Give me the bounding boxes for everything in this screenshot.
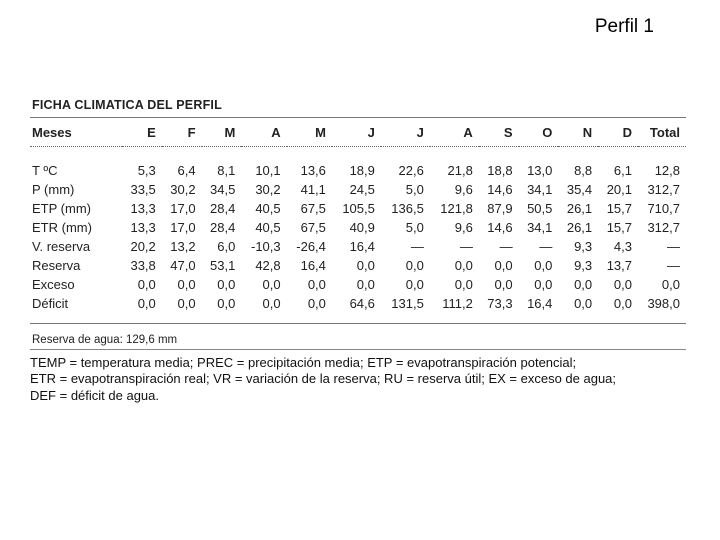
water-reserve — [32, 334, 686, 346]
table-cell: 6,4 — [177, 162, 196, 178]
table-cell: 22,6 — [398, 162, 424, 178]
table-cell: 40,9 — [349, 219, 375, 235]
table-cell: 34,1 — [527, 181, 553, 197]
table-cell: 73,3 — [487, 295, 513, 311]
table-cell: 0,0 — [307, 276, 326, 292]
table-cell: 21,8 — [447, 162, 473, 178]
table-cell: 6,1 — [613, 162, 632, 178]
table-cell: 33,8 — [130, 257, 156, 273]
table-cell: 0,0 — [137, 295, 156, 311]
column-header: J — [367, 124, 375, 140]
table-cell: 41,1 — [300, 181, 326, 197]
table-cell: 40,5 — [255, 219, 281, 235]
table-cell: 710,7 — [647, 200, 680, 216]
table-cell: 17,0 — [170, 219, 196, 235]
table-header — [30, 118, 686, 147]
table-cell: 16,4 — [300, 257, 326, 273]
table-cell: — — [667, 257, 680, 273]
table-cell: 0,0 — [405, 276, 424, 292]
table-cell: 34,5 — [210, 181, 236, 197]
table-cell: 40,5 — [255, 200, 281, 216]
table-cell: 0,0 — [574, 276, 593, 292]
table-cell: 111,2 — [442, 295, 473, 311]
row-label: P (mm) — [32, 181, 75, 197]
table-cell: 47,0 — [170, 257, 196, 273]
table-cell: 53,1 — [210, 257, 236, 273]
column-header: M — [224, 124, 236, 140]
table-cell: 6,0 — [217, 238, 236, 254]
header-label: Meses — [32, 124, 72, 140]
table-cell: 20,1 — [606, 181, 632, 197]
row-label: Exceso — [32, 276, 75, 292]
table-cell: -26,4 — [296, 238, 326, 254]
table-cell: 312,7 — [647, 219, 680, 235]
table-row — [30, 218, 686, 237]
table-cell: 13,3 — [130, 219, 156, 235]
table-cell: 0,0 — [307, 295, 326, 311]
table-cell: 30,2 — [170, 181, 196, 197]
column-header: F — [187, 124, 196, 140]
table-row — [30, 237, 686, 256]
table-cell: 0,0 — [217, 295, 236, 311]
table-cell: 0,0 — [534, 276, 553, 292]
column-header: J — [416, 124, 424, 140]
climate-figure — [30, 98, 686, 404]
table-cell: 5,0 — [405, 219, 424, 235]
table-cell: 10,1 — [255, 162, 281, 178]
table-cell: 13,6 — [300, 162, 326, 178]
table-row — [30, 275, 686, 294]
table-cell: -10,3 — [250, 238, 281, 254]
row-label: Reserva — [32, 257, 81, 273]
table-cell: 0,0 — [661, 276, 680, 292]
table-row — [30, 180, 686, 199]
table-cell: 8,1 — [217, 162, 236, 178]
table-cell: 26,1 — [566, 219, 593, 235]
figure-title: FICHA CLIMATICA DEL PERFIL — [32, 98, 222, 112]
column-header: S — [503, 124, 513, 140]
table-cell: 16,4 — [349, 238, 375, 254]
table-cell: 0,0 — [534, 257, 553, 273]
table-cell: — — [410, 238, 424, 254]
table-cell: — — [539, 238, 553, 254]
table-cell: 312,7 — [647, 181, 680, 197]
table-cell: 14,6 — [487, 219, 513, 235]
table-cell: 0,0 — [405, 257, 424, 273]
column-header: A — [271, 124, 281, 140]
table-cell: 0,0 — [454, 276, 473, 292]
row-label: ETR (mm) — [32, 219, 92, 235]
slide-title: Perfil 1 — [594, 16, 654, 37]
table-cell: 9,3 — [574, 257, 593, 273]
row-label: V. reserva — [32, 238, 91, 254]
table-cell: 16,4 — [527, 295, 553, 311]
header-row — [30, 118, 686, 147]
column-header: E — [147, 124, 156, 140]
table-cell: 0,0 — [177, 276, 196, 292]
notes — [30, 355, 686, 405]
table-cell: 105,5 — [342, 200, 375, 216]
note-line: TEMP = temperatura media; PREC = precipitación media; ETP = evapotranspiración potencial; — [30, 354, 577, 370]
table-cell: 64,6 — [349, 295, 375, 311]
table-cell: 5,0 — [405, 181, 424, 197]
table-cell: 0,0 — [262, 295, 281, 311]
table-cell: 67,5 — [300, 219, 326, 235]
note-line: DEF = déficit de agua. — [30, 387, 159, 403]
climate-table — [30, 118, 686, 313]
row-label: T ºC — [32, 162, 58, 178]
table-cell: — — [667, 238, 680, 254]
table-cell: 35,4 — [566, 181, 593, 197]
table-cell: 30,2 — [255, 181, 281, 197]
table-cell: 0,0 — [494, 276, 513, 292]
table-cell: 15,7 — [606, 219, 632, 235]
table-cell: 28,4 — [210, 200, 236, 216]
table-cell: 13,0 — [527, 162, 553, 178]
table-cell: 12,8 — [654, 162, 680, 178]
footer-rule — [30, 349, 686, 350]
table-cell: 0,0 — [454, 257, 473, 273]
table-cell: 136,5 — [391, 200, 424, 216]
table-cell: 0,0 — [574, 295, 593, 311]
table-cell: 131,5 — [391, 295, 424, 311]
column-header: N — [582, 124, 593, 140]
column-header: M — [315, 124, 326, 140]
table-cell: 24,5 — [349, 181, 375, 197]
table-cell: 9,3 — [574, 238, 593, 254]
table-row — [30, 161, 686, 180]
water-reserve-label: Reserva de agua: — [32, 333, 123, 346]
table-cell: 9,6 — [454, 219, 473, 235]
table-cell: 17,0 — [170, 200, 196, 216]
table-cell: 67,5 — [300, 200, 326, 216]
table-cell: 0,0 — [177, 295, 196, 311]
table-cell: 4,3 — [613, 238, 632, 254]
table-cell: — — [459, 238, 473, 254]
table-cell: 87,9 — [487, 200, 513, 216]
table-cell: 33,5 — [130, 181, 156, 197]
table-cell: 26,1 — [566, 200, 593, 216]
table-cell: 14,6 — [487, 181, 513, 197]
header-spacer — [30, 147, 686, 161]
table-cell: 28,4 — [210, 219, 236, 235]
table-cell: 8,8 — [574, 162, 593, 178]
bottom-rule — [30, 323, 686, 324]
table-cell: 0,0 — [217, 276, 236, 292]
column-header: Total — [649, 124, 680, 140]
table-cell: 0,0 — [613, 276, 632, 292]
table-cell: 0,0 — [613, 295, 632, 311]
table-cell: 15,7 — [606, 200, 632, 216]
table-cell: 34,1 — [527, 219, 553, 235]
row-label: Déficit — [32, 295, 69, 311]
table-body — [30, 147, 686, 313]
table-cell: 18,9 — [349, 162, 375, 178]
table-cell: 0,0 — [137, 276, 156, 292]
table-cell: 50,5 — [527, 200, 553, 216]
table-cell: — — [499, 238, 513, 254]
water-reserve-value: 129,6 mm — [126, 333, 178, 346]
column-header: A — [463, 124, 473, 140]
table-cell: 0,0 — [356, 257, 375, 273]
table-cell: 18,8 — [487, 162, 513, 178]
table-row — [30, 256, 686, 275]
table-cell: 5,3 — [137, 162, 156, 178]
table-cell: 20,2 — [130, 238, 156, 254]
table-cell: 121,8 — [440, 200, 473, 216]
table-cell: 13,2 — [170, 238, 196, 254]
table-cell: 0,0 — [262, 276, 281, 292]
note-line: ETR = evapotranspiración real; VR = variación de la reserva; RU = reserva útil; EX = exceso de agua; — [30, 371, 617, 386]
table-cell: 0,0 — [494, 257, 513, 273]
table-cell: 9,6 — [454, 181, 473, 197]
table-cell: 42,8 — [255, 257, 281, 273]
table-row — [30, 199, 686, 218]
table-cell: 13,3 — [130, 200, 156, 216]
table-cell: 0,0 — [356, 276, 375, 292]
table-cell: 398,0 — [647, 295, 680, 311]
column-header: D — [622, 124, 632, 140]
table-row — [30, 294, 686, 313]
table-cell: 13,7 — [606, 257, 632, 273]
column-header: O — [542, 124, 553, 140]
row-label: ETP (mm) — [32, 200, 91, 216]
